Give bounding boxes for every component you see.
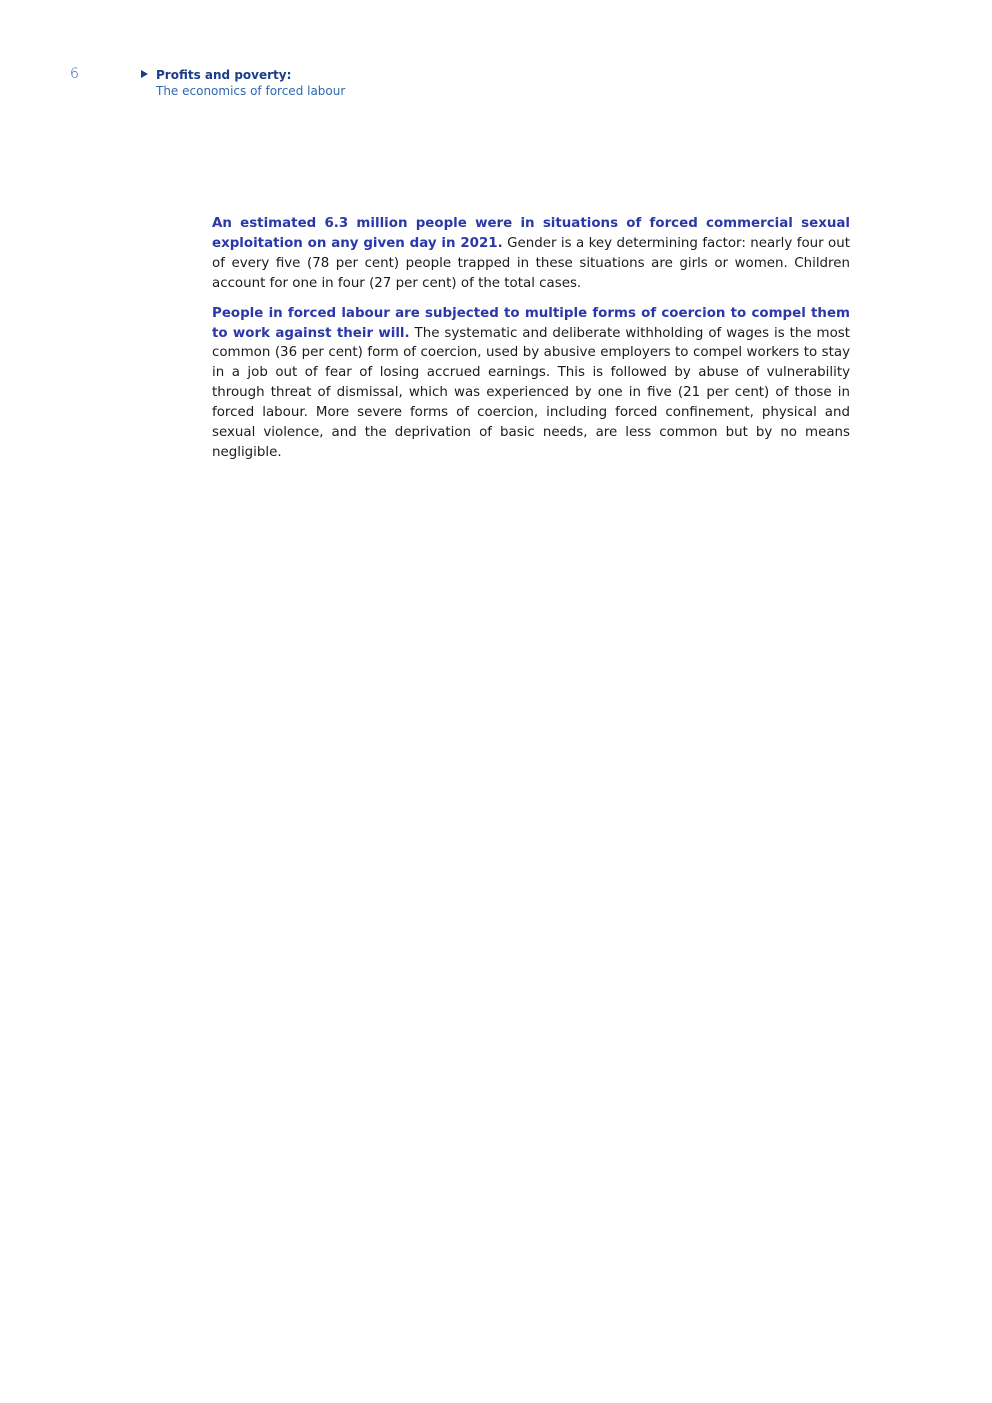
page-number: 6 (70, 66, 79, 82)
paragraph-text: Gender is a key determining factor: nearly four out of every five (78 per cent) people trapped in these situations are girls or women. Children account for one in four (27 per cent) of the total cases. (212, 235, 850, 291)
paragraph (212, 304, 850, 463)
paragraph-lead: An estimated 6.3 million people were in situations of forced commercial sexual exploitation on any given day in 2021. (212, 216, 850, 251)
paragraph-text: The systematic and deliberate withholding of wages is the most common (36 per cent) form of coercion, used by abusive employers to compel workers to stay in a job out of fear of losing accrued earnings. This is followed by abuse of vulnerability through threat of dismissal, which was experienced by one in five (21 per cent) of those in forced labour. More severe forms of coercion, including forced confinement, physical and sexual violence, and the deprivation of basic needs, are less common but by no means negligible. (212, 325, 850, 460)
triangle-right-icon (141, 70, 148, 78)
header-title: Profits and poverty: (156, 68, 292, 82)
paragraph-lead: People in forced labour are subjected to multiple forms of coercion to compel them to work against their will. (212, 305, 850, 341)
paragraph (212, 214, 850, 294)
header-subtitle: The economics of forced labour (156, 84, 346, 98)
running-header (141, 67, 345, 99)
body-text (212, 214, 850, 473)
